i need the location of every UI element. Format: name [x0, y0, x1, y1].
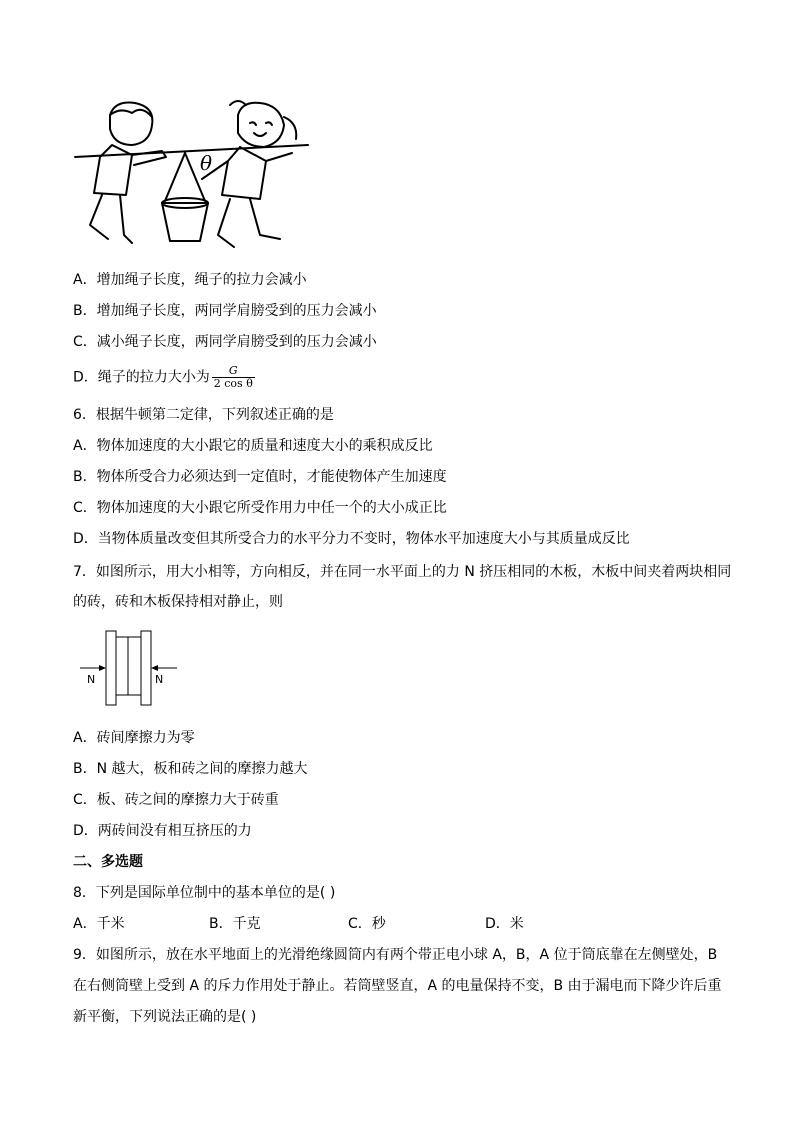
q9-stem-line2: 在右侧筒壁上受到 A 的斥力作用处于静止。若筒壁竖直，A 的电量保持不变，B 由于漏电而下降少许后重	[73, 978, 722, 994]
right-force-label: N	[155, 673, 164, 686]
q5-option-d	[73, 365, 255, 390]
q6-option-b: B．物体所受合力必须达到一定值时，才能使物体产生加速度	[73, 469, 447, 485]
q8-stem: 8．下列是国际单位制中的基本单位的是( )	[73, 885, 336, 901]
children-carrying-bucket-figure	[70, 95, 320, 255]
section-title: 二、多选题	[73, 854, 143, 870]
q7-stem-line1: 7．如图所示，用大小相等，方向相反，并在同一水平面上的力 N 挤压相同的木板，木板中间夹着两块相同	[73, 564, 732, 580]
q8-option-a: A．千米	[73, 916, 125, 932]
q7-option-c: C．板、砖之间的摩擦力大于砖重	[73, 792, 279, 808]
q7-stem-line2: 的砖，砖和木板保持相对静止，则	[73, 594, 283, 610]
q7-option-d: D．两砖间没有相互挤压的力	[73, 823, 252, 839]
q8-option-c: C．秒	[348, 916, 386, 932]
q6-option-c: C．物体加速度的大小跟它所受作用力中任一个的大小成正比	[73, 500, 447, 516]
q8-option-d: D．米	[485, 916, 524, 932]
q9-stem-line3: 新平衡，下列说法正确的是( )	[73, 1009, 257, 1025]
q5-option-c: C．减小绳子长度，两同学肩膀受到的压力会减小	[73, 334, 377, 350]
q5-option-a: A．增加绳子长度，绳子的拉力会减小	[73, 272, 307, 288]
q6-option-a: A．物体加速度的大小跟它的质量和速度大小的乘积成反比	[73, 438, 433, 454]
q7-option-b: B．N 越大，板和砖之间的摩擦力越大	[73, 761, 308, 777]
boards-bricks-figure	[75, 625, 180, 710]
q5-option-d-text: D．绳子的拉力大小为	[73, 369, 210, 386]
left-force-label: N	[87, 673, 96, 686]
q6-stem: 6．根据牛顿第二定律，下列叙述正确的是	[73, 407, 334, 423]
fraction-denominator: 2 cos θ	[213, 377, 253, 390]
q9-stem-line1: 9．如图所示，放在水平地面上的光滑绝缘圆筒内有两个带正电小球 A，B，A 位于筒底靠在左侧壁处，B	[73, 947, 718, 963]
fraction-numerator: G	[228, 364, 238, 377]
q8-option-b: B．千克	[209, 916, 261, 932]
q7-option-a: A．砖间摩擦力为零	[73, 730, 195, 746]
theta-label: θ	[200, 151, 213, 175]
q6-option-d: D．当物体质量改变但其所受合力的水平分力不变时，物体水平加速度大小与其质量成反比	[73, 531, 630, 547]
fraction	[212, 365, 255, 390]
q5-option-b: B．增加绳子长度，两同学肩膀受到的压力会减小	[73, 303, 377, 319]
